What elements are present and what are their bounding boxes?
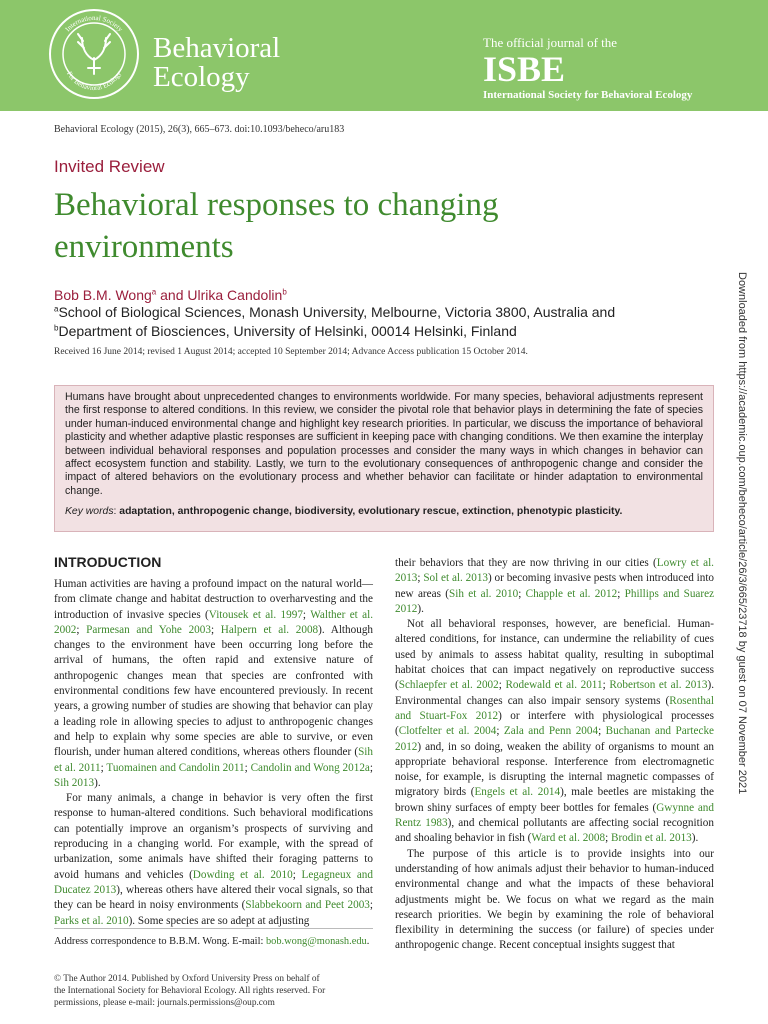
body-text: ;	[76, 623, 87, 636]
citation-link[interactable]: Brodin et al. 2013	[610, 832, 692, 845]
paragraph	[54, 791, 373, 929]
affiliation-mark: b	[54, 323, 59, 333]
citation-link[interactable]: Halpern et al. 2008	[220, 623, 319, 636]
body-text: ;	[210, 623, 221, 636]
keywords: Key words: adaptation, anthropogenic change, biodiversity, evolutionary rescue, extinction, phenotypic plasticity.	[65, 506, 623, 518]
official-journal-label: The official journal of the	[483, 35, 618, 50]
citation-link[interactable]: Legagneux and Ducatez 2013	[54, 868, 373, 896]
article-title	[54, 184, 654, 268]
isbe-seal-logo	[48, 8, 140, 100]
affiliation	[54, 323, 517, 339]
body-text: ;	[100, 761, 107, 774]
copyright-line: © The Author 2014. Published by Oxford University Press on behalf of	[54, 974, 320, 984]
citation-link[interactable]: Ward et al. 2008	[531, 832, 606, 845]
journal-name	[153, 34, 280, 92]
body-text: Not all behavioral responses, however, are beneficial. Human-altered conditions, for instance, can undermine the reliability of cues used by animals to assess habitat quality, resulting in suboptimal habitat choices that can impact negatively on reproductive success (	[395, 618, 714, 692]
body-text: ).	[417, 602, 424, 615]
antler-icon	[78, 34, 110, 74]
body-text: ) or interfere with physiological processes (	[395, 709, 714, 738]
citation-link[interactable]: Zala and Penn 2004	[503, 725, 599, 738]
keywords-list: adaptation, anthropogenic change, biodiversity, evolutionary rescue, extinction, phenotypic plasticity.	[119, 506, 623, 518]
citation-link[interactable]: Robertson et al. 2013	[609, 679, 708, 692]
citation-link[interactable]: Phillips and Suarez 2012	[395, 587, 715, 615]
body-text: ) and, in so doing, weaken the ability of organisms to mount an appropriate behavioral response. Interference from electromagnetic noise, for example, is disrupting the internal magnetic compasses of migratory birds (	[395, 740, 714, 799]
body-text: ), and chemical pollutants are affecting social recognition and shoaling behavior in fish (	[395, 817, 714, 845]
citation-link[interactable]: Parmesan and Yohe 2003	[86, 623, 211, 636]
body-text: ;	[292, 868, 302, 881]
abstract-box	[54, 385, 714, 532]
journal-name-line2: Ecology	[153, 61, 250, 93]
author-affil-mark: b	[282, 287, 287, 297]
copyright-line: the International Society for Behavioral Ecology. All rights reserved. For	[54, 986, 326, 997]
seal-text-top: International Society	[63, 13, 125, 34]
title-line1: Behavioral responses to changing	[54, 187, 499, 223]
citation-link[interactable]: Slabbekoorn and Peet 2003	[245, 899, 370, 912]
body-column-left	[54, 577, 373, 929]
citation-link[interactable]: Dowding et al. 2010	[192, 868, 293, 881]
footnote-divider	[54, 928, 373, 929]
body-text: For many animals, a change in behavior is very often the first response to human-altered conditions. Such behavioral modifications can potentially improve an organism’s prospects of surviving and reproducing in a changing world. For example, with the spread of urbanization, some animals have shifted their foraging patterns to avoid humans and vehicles (	[54, 792, 373, 881]
citation-link[interactable]: Rodewald et al. 2011	[505, 679, 603, 692]
correspondence-email-link[interactable]: bob.wong@monash.edu	[265, 936, 367, 947]
abstract-text: Humans have brought about unprecedented changes to environments worldwide. For many species, behavioral adjustments represent the first response to altered conditions. In this review, we consider the pivotal role that behavior plays in determining the fate of species under human-induced environmental change and highlight key research priorities. In particular, we discuss the importance of behavioral plasticity and whether adaptive plastic responses are sufficient in keeping pace with changing conditions. We then examine the interplay between individual behavioral responses and population processes and consider the many ways in which changes in behavior can affect ecosystem function and stability. Lastly, we turn to the evolutionary consequences of anthropogenic change and consider the impact of altered behaviors on the evolutionary process and whether behavior can facilitate or hinder adaptation to environmental change.	[65, 391, 703, 497]
paragraph	[395, 617, 714, 846]
article-citation: Behavioral Ecology (2015), 26(3), 665–673. doi:10.1093/beheco/aru183	[54, 124, 345, 135]
citation-link[interactable]: Schlaepfer et al. 2002	[398, 679, 499, 692]
author-name: Bob B.M. Wong	[54, 287, 152, 303]
section-heading-introduction: INTRODUCTION	[54, 554, 162, 570]
body-text: ;	[602, 679, 610, 692]
download-watermark-text: Downloaded from https://academic.oup.com/beheco/article/26/3/665/23718 by guest on 07 November 2021	[736, 272, 748, 795]
isbe-acronym: ISBE	[483, 49, 566, 89]
body-column-right	[395, 556, 714, 954]
author-affil-mark: a	[151, 287, 157, 297]
title-line2: environments	[54, 229, 234, 265]
journal-name-line1: Behavioral	[153, 32, 281, 64]
body-text: ), whereas others have altered their vocal signals, so that they can be heard in noisy environments (	[54, 883, 373, 912]
received-dates: Received 16 June 2014; revised 1 August 2014; accepted 10 September 2014; Advance Access publication 15 October 2014.	[54, 347, 528, 357]
body-text: ;	[496, 725, 504, 738]
citation-link[interactable]: Parks et al. 2010	[54, 914, 129, 927]
body-text: ). Environmental changes can also impair sensory systems (	[395, 679, 715, 707]
download-watermark	[734, 272, 750, 1022]
paragraph	[54, 577, 373, 791]
body-text: ;	[617, 587, 625, 600]
keywords-label: Key words	[65, 506, 114, 518]
article-type: Invited Review	[54, 157, 165, 176]
seal-text-bottom: For Behavioral Ecology	[65, 70, 123, 93]
body-text: ;	[369, 899, 373, 912]
citation-link[interactable]: Lowry et al. 2013	[395, 557, 714, 585]
paragraph	[395, 556, 714, 617]
correspondence-note: Address correspondence to B.B.M. Wong. E-mail: bob.wong@monash.edu.	[54, 936, 370, 947]
affiliation	[54, 304, 615, 320]
body-text: ;	[302, 608, 311, 621]
body-text: ) or becoming invasive pests when introduced into new areas (	[395, 572, 715, 600]
citation-link[interactable]: Sih et al. 2010	[448, 587, 519, 600]
citation-link[interactable]: Gwynne and Rentz 1983	[395, 801, 714, 830]
affiliation-text: School of Biological Sciences, Monash University, Melbourne, Victoria 3800, Australia and	[58, 304, 616, 320]
citation-link[interactable]: Vitousek et al. 1997	[208, 608, 303, 621]
citation-link[interactable]: Buchanan and Partecke 2012	[395, 725, 715, 753]
body-text: ;	[498, 679, 506, 692]
body-text: ;	[417, 572, 424, 585]
citation-link[interactable]: Sol et al. 2013	[423, 572, 489, 585]
body-text: ).	[94, 776, 101, 789]
author-conjunction: and	[156, 287, 188, 303]
citation-link[interactable]: Sih et al. 2011	[54, 746, 373, 774]
citation-link[interactable]: Tuomainen and Candolin 2011	[106, 761, 245, 774]
body-text: ;	[369, 761, 374, 774]
author-name: Ulrika Candolin	[187, 287, 283, 303]
body-text: ;	[598, 725, 606, 738]
affiliation-text: Department of Biosciences, University of Helsinki, 00014 Helsinki, Finland	[58, 323, 517, 339]
body-text: ;	[244, 761, 251, 774]
paragraph	[395, 847, 714, 954]
citation-link[interactable]: Candolin and Wong 2012a	[250, 761, 370, 774]
body-text: ;	[518, 587, 526, 600]
body-text: Human activities are having a profound impact on the natural world—from climate change and habitat destruction to overharvesting and the introduction of invasive species (	[54, 578, 373, 621]
citation-link[interactable]: Clotfelter et al. 2004	[398, 725, 497, 738]
body-text: ), male beetles are mistaking the brown shiny surfaces of empty beer bottles for females (	[395, 786, 714, 814]
body-text: ).	[691, 832, 699, 845]
author-list	[54, 287, 287, 303]
journal-banner	[0, 0, 768, 111]
body-text: ). Although changes to the environment have been occurring long before the arrival of humans, the often rapid and extensive nature of anthropogenic changes mean that species are confronted with environmental conditions few have encountered previously. In recent years, a growing number of studies are showing that behavior can play a leading role in allowing species to adjust to anthropogenic changes and help to explain why some species are able to survive, or even flourish, under human altered conditions, whereas others flounder (	[54, 623, 374, 759]
body-text: ). Some species are so adept at adjusting	[128, 914, 310, 927]
body-text: their behaviors that they are now thriving in our cities (	[395, 557, 657, 569]
copyright-notice	[54, 973, 354, 1010]
body-text: The purpose of this article is to provide insights into our understanding of how animals adjust their behavior to human-induced environmental change and what the impacts of these behavioral adjustments might be. We focus on what we regard as the main research priorities. We begin by examining the role of behavioral flexibility in determining the success (or failure) of species under anthropogenic change. Recent conceptual insights suggest that	[395, 847, 714, 952]
affiliation-mark: a	[54, 304, 59, 314]
society-name: International Society for Behavioral Ecology	[483, 89, 693, 101]
copyright-line: permissions, please e-mail: journals.permissions@oup.com	[54, 998, 275, 1009]
citation-link[interactable]: Engels et al. 2014	[474, 786, 561, 799]
citation-link[interactable]: Walther et al. 2002	[54, 608, 374, 636]
citation-link[interactable]: Sih 2013	[54, 776, 95, 789]
citation-link[interactable]: Rosenthal and Stuart-Fox 2012	[395, 694, 714, 722]
correspondence-label: Address correspondence to B.B.M. Wong. E-mail:	[54, 936, 266, 947]
body-text: ;	[605, 832, 611, 845]
citation-link[interactable]: Chapple et al. 2012	[525, 587, 618, 600]
